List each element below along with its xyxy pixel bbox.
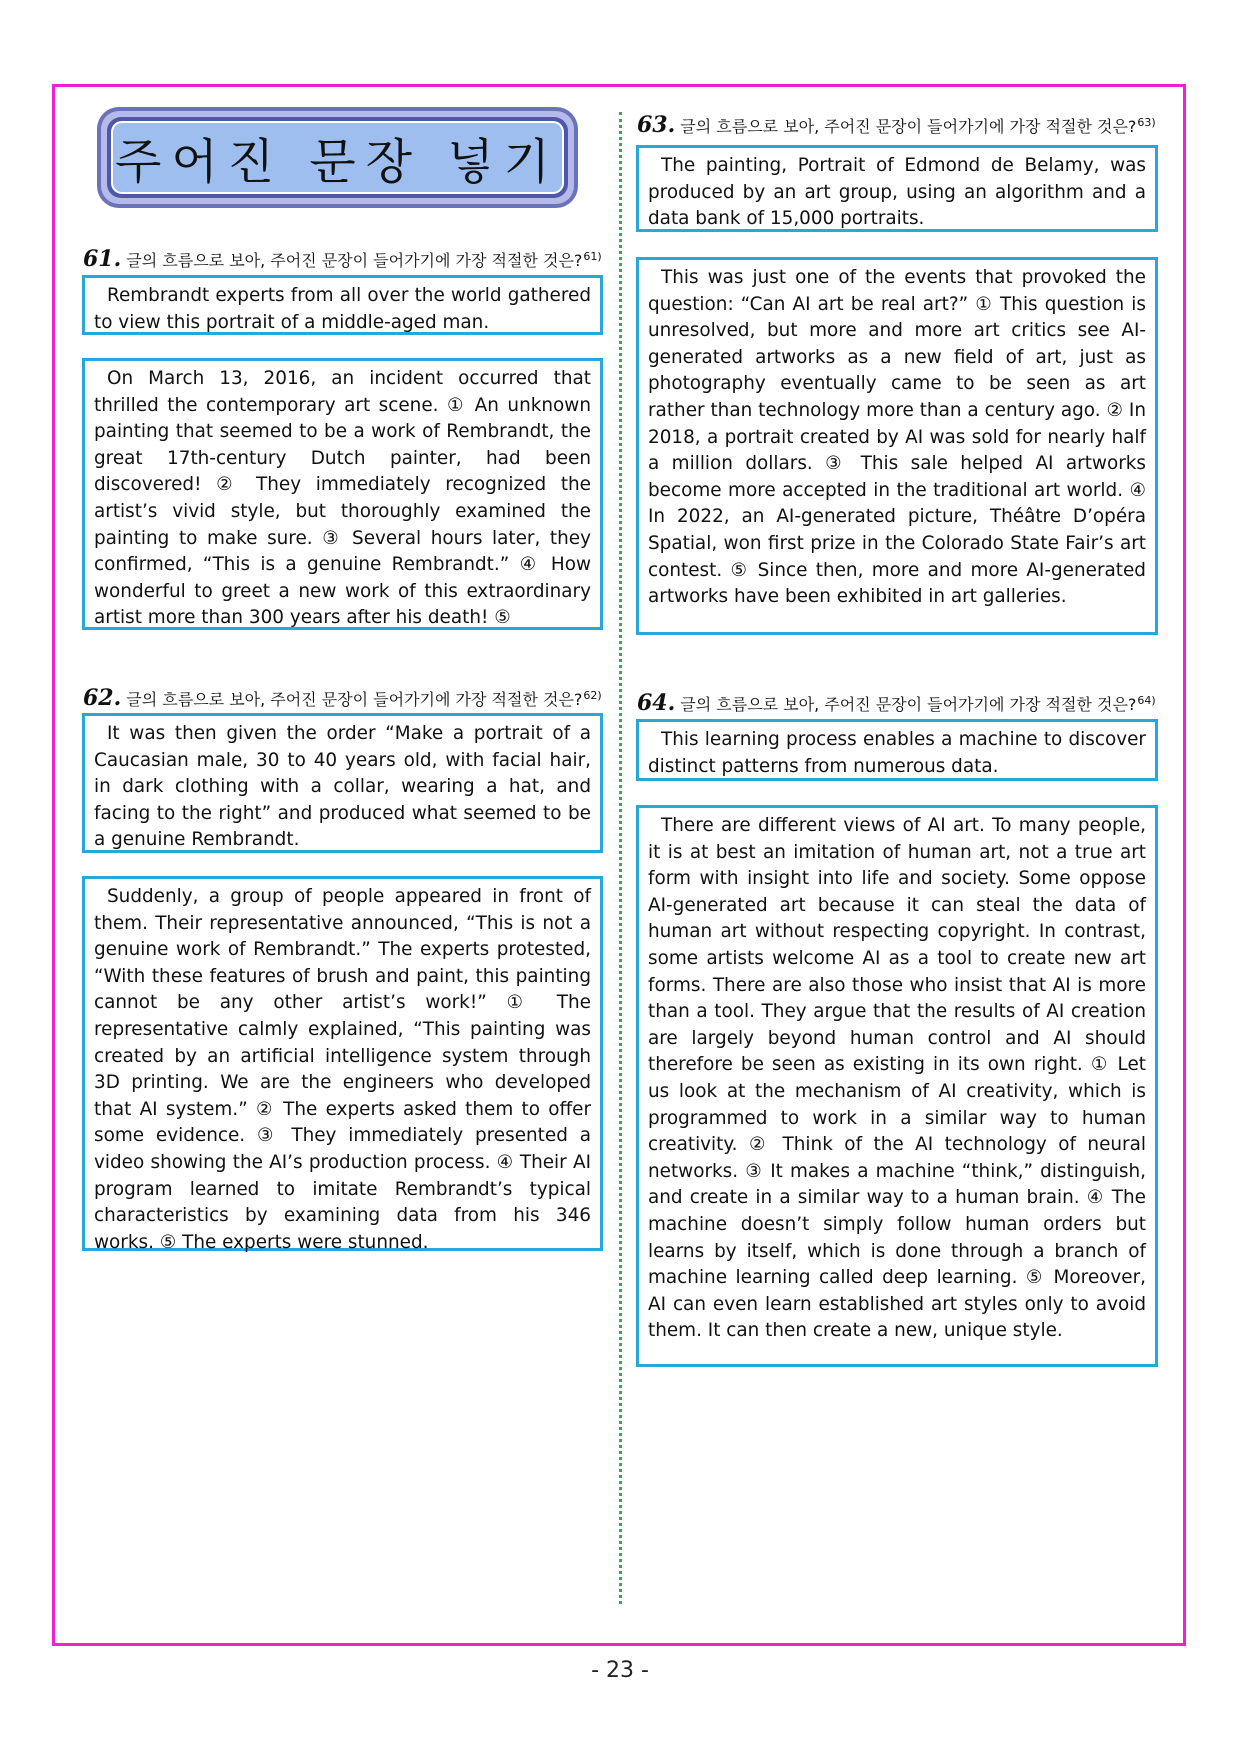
given-sentence: It was then given the order “Make a portrait of a Caucasian male, 30 to 40 years old, with facial hair, in dark clothing with a collar, wearing a hat, and facing to the right” and produced what seemed to be a genuine Rembrandt. — [94, 723, 591, 851]
question-62-given-sentence-box — [82, 713, 603, 853]
section-title-badge — [97, 107, 578, 208]
passage-text: Suddenly, a group of people appeared in front of them. Their representative announced, “This is not a genuine work of Rembrandt.” The experts protested, “With these features of brush and paint, this painting cannot be any other artist’s work!” ① The representative calmly explained, “This painting was created by an artificial intelligence system through 3D printing. We are the engineers who developed that AI system.” ② The experts asked them to offer some evidence. ③ They immediately presented a video showing the AI’s production process. ④ Their AI program learned to imitate Rembrandt’s typical characteristics by examining data from his 346 works. ⑤ The experts were stunned. — [94, 886, 591, 1253]
given-sentence: This learning process enables a machine to discover distinct patterns from numerous data. — [648, 729, 1146, 777]
question-prompt: 글의 흐름으로 보아, 주어진 문장이 들어가기에 가장 적절한 것은? — [680, 695, 1137, 714]
question-prompt: 글의 흐름으로 보아, 주어진 문장이 들어가기에 가장 적절한 것은? — [680, 117, 1137, 136]
question-63-header — [637, 112, 1156, 138]
badge-panel — [111, 121, 564, 194]
question-62-header — [83, 685, 602, 711]
column-divider — [619, 112, 622, 1604]
question-reference: 62) — [583, 689, 602, 702]
question-number: 61. — [83, 246, 122, 272]
given-sentence: The painting, Portrait of Edmond de Belamy, was produced by an art group, using an algorithm and a data bank of 15,000 portraits. — [648, 155, 1146, 230]
question-61-passage-box — [82, 358, 603, 630]
question-reference: 64) — [1137, 694, 1156, 707]
question-number: 63. — [637, 112, 676, 138]
question-63-passage-box — [636, 257, 1158, 635]
passage-text: There are different views of AI art. To many people, it is at best an imitation of human art, not a true art form with insight into life and society. Some oppose AI-generated art because it can steal the data of human art without respecting copyright. In contrast, some artists welcome AI as a tool to create new art forms. There are also those who insist that AI is more than a tool. They argue that the results of AI creation are largely beyond human control and AI should therefore be seen as existing in its own right. ① Let us look at the mechanism of AI creativity, which is programmed to work in a similar way to human creativity. ② Think of the AI technology of neural networks. ③ It makes a machine “think,” distinguish, and create in a similar way to a human brain. ④ The machine doesn’t simply follow human orders but learns by itself, which is done through a branch of machine learning called deep learning. ⑤ Moreover, AI can even learn established art styles only to avoid them. It can then create a new, unique style. — [648, 815, 1146, 1342]
section-title: 주어진 문장 넣기 — [114, 134, 561, 190]
question-prompt: 글의 흐름으로 보아, 주어진 문장이 들어가기에 가장 적절한 것은? — [126, 251, 583, 270]
question-63-given-sentence-box — [636, 145, 1158, 232]
question-61-header — [83, 246, 602, 272]
question-64-passage-box — [636, 805, 1158, 1367]
question-prompt: 글의 흐름으로 보아, 주어진 문장이 들어가기에 가장 적절한 것은? — [126, 690, 583, 709]
question-64-header — [637, 690, 1156, 716]
question-64-given-sentence-box — [636, 719, 1158, 781]
page-number: - 23 - — [591, 1658, 649, 1683]
passage-text: On March 13, 2016, an incident occurred that thrilled the contemporary art scene. ① An unknown painting that seemed to be a work of Rembrandt, the great 17th-century Dutch painter, had been discovered! ② They immediately recognized the artist’s vivid style, but thoroughly examined the painting to make sure. ③ Several hours later, they confirmed, “This is a genuine Rembrandt.” ④ How wonderful to greet a new work of this extraordinary artist more than 300 years after his death! ⑤ — [94, 368, 591, 629]
passage-text: This was just one of the events that provoked the question: “Can AI art be real art?” ① This question is unresolved, but more and more art critics see AI-generated artworks as a new field of art, just as photography eventually came to be seen as art rather than technology more than a century ago. ② In 2018, a portrait created by AI was sold for nearly half a million dollars. ③ This sale helped AI artworks become more accepted in the traditional art world. ④ In 2022, an AI-generated picture, Théâtre D’opéra Spatial, won first prize in the Colorado State Fair’s art contest. ⑤ Since then, more and more AI-generated artworks have been exhibited in art galleries. — [648, 267, 1146, 608]
question-reference: 63) — [1137, 116, 1156, 129]
question-number: 64. — [637, 690, 676, 716]
question-reference: 61) — [583, 250, 602, 263]
question-62-passage-box — [82, 876, 603, 1251]
question-61-given-sentence-box — [82, 275, 603, 335]
given-sentence: Rembrandt experts from all over the world gathered to view this portrait of a middle-aged man. — [94, 285, 591, 333]
question-number: 62. — [83, 685, 122, 711]
